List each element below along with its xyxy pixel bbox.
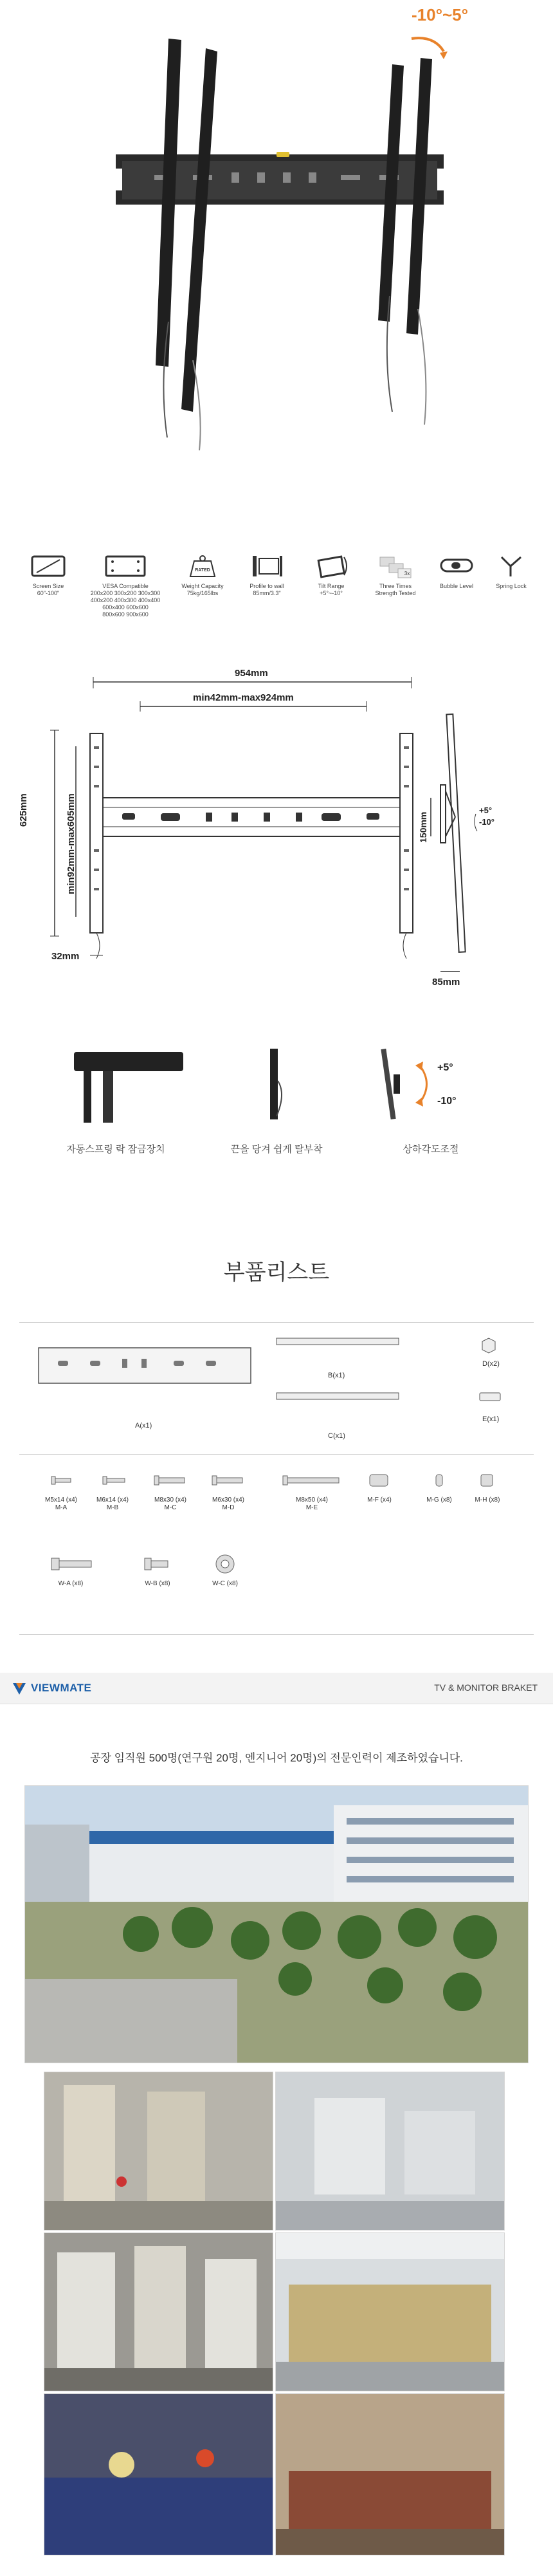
parts-illustration: [19, 1332, 534, 1448]
feature-spring-lock: [485, 553, 537, 590]
height-range-label: min92mm-max605mm: [66, 793, 77, 894]
parts-main: [19, 1332, 534, 1448]
parts-title: 부품리스트: [223, 1260, 330, 1285]
vesa-icon: [103, 553, 148, 579]
parts-divider-mid: [19, 1454, 534, 1455]
viewmate-logo-icon: [12, 1680, 27, 1696]
feature-strength: [367, 553, 424, 597]
tilt-closeup-icon: [360, 1042, 502, 1126]
bottom-offset-label: 32mm: [51, 951, 80, 962]
depth-label: 85mm: [432, 977, 460, 988]
factory-exterior-illustration: [25, 1786, 528, 2063]
feature-vesa: [87, 553, 164, 618]
tv-mount-illustration: [0, 0, 553, 463]
feature-label: Spring Lock: [496, 583, 527, 589]
feature-label: Tilt Range +5°~-10°: [318, 583, 345, 596]
part-c-label: C(x1): [328, 1432, 345, 1440]
width-label: 954mm: [235, 668, 268, 679]
feature-profile: [238, 553, 296, 597]
tilt-icon: [312, 553, 350, 579]
factory-interior-photo-6: [275, 2393, 505, 2555]
mount-range-label: min42mm-max924mm: [193, 692, 294, 703]
detail-caption: 끈을 당겨 쉽게 탈부착: [230, 1144, 323, 1155]
brand-bar: [0, 1673, 553, 1704]
washers-illustration: [19, 1550, 534, 1576]
tilt-range-label: -10°~5°: [412, 5, 469, 24]
strength-icon: [376, 553, 415, 579]
part-e-label: E(x1): [482, 1415, 500, 1423]
factory-interior-photo-2: [275, 2072, 505, 2231]
detail-tilt: [360, 1042, 502, 1155]
feature-label: Bubble Level: [439, 583, 474, 589]
detail-tilt-down: -10°: [437, 1096, 457, 1107]
profile-icon: [248, 553, 286, 579]
feature-label: Three Times Strength Tested: [375, 583, 416, 596]
detail-caption: 상하각도조절: [403, 1144, 459, 1155]
tilt-up-label: +5°: [479, 805, 493, 815]
hero-section: [0, 0, 553, 463]
feature-icons-row: [19, 553, 534, 624]
screen-size-icon: [29, 553, 68, 579]
height-label: 625mm: [18, 793, 29, 827]
dimension-diagram: [0, 663, 553, 997]
feature-screen-size: [19, 553, 77, 597]
parts-divider-bottom: [19, 1634, 534, 1635]
detail-tilt-up: +5°: [437, 1062, 453, 1073]
vesa-offset-label: 150mm: [418, 811, 428, 843]
screws-row: [19, 1467, 534, 1531]
screws-illustration: [19, 1467, 534, 1493]
details-section: [0, 1036, 553, 1177]
screw-label: M5x14 (x4) M-A: [44, 1496, 77, 1511]
part-a-label: A(x1): [135, 1422, 152, 1430]
parts-divider-top: [19, 1322, 534, 1323]
washer-label: W-C (x8): [212, 1580, 238, 1587]
screw-label: M-H (x8): [475, 1496, 500, 1504]
washer-label: W-B (x8): [145, 1580, 170, 1587]
feature-tilt: [302, 553, 360, 597]
factory-interior-photo-4: [275, 2232, 505, 2391]
dimension-drawing: [0, 663, 553, 997]
weight-badge: RATED: [195, 568, 210, 573]
spring-lock-icon: [495, 553, 527, 579]
factory-exterior-photo: [24, 1785, 529, 2063]
part-b-label: B(x1): [328, 1372, 345, 1379]
brand-name: VIEWMATE: [31, 1682, 92, 1694]
factory-interior-photo-3: [44, 2232, 273, 2391]
detail-caption: 자동스프링 락 잠금장치: [66, 1144, 165, 1155]
brand-tagline: TV & MONITOR BRAKET: [434, 1682, 538, 1693]
spring-lock-closeup-icon: [45, 1042, 186, 1126]
factory-interior-photo-1: [44, 2072, 273, 2231]
feature-label: VESA Compatible 200x200 300x200 300x300 400x200 400x300 400x400 600x400 600x600 800x600 900x600: [90, 583, 161, 618]
screw-label: M-G (x8): [426, 1496, 452, 1504]
tilt-down-label: -10°: [479, 817, 494, 827]
weight-icon: [186, 553, 219, 579]
feature-label: Weight Capacity 75kg/165lbs: [181, 583, 224, 596]
screw-label: M8x30 (x4) M-C: [154, 1496, 186, 1511]
factory-headline: 공장 임직원 500명(연구원 20명, 엔지니어 20명)의 전문인력이 제조하였습니다.: [90, 1752, 463, 1764]
screw-label: M8x50 (x4) M-E: [295, 1496, 328, 1511]
feature-bubble-level: [431, 553, 482, 590]
washers-row: [19, 1550, 534, 1602]
brand-logo: [12, 1680, 91, 1696]
feature-label: Screen Size 60"-100": [32, 583, 64, 596]
detail-pull-string: [206, 1042, 347, 1155]
screw-label: M-F (x4): [367, 1496, 392, 1504]
detail-spring-lock: [45, 1042, 186, 1155]
pull-string-closeup-icon: [206, 1042, 347, 1126]
bubble-level-icon: [437, 553, 476, 579]
screw-label: M6x14 (x4) M-B: [96, 1496, 129, 1511]
washer-label: W-A (x8): [58, 1580, 84, 1587]
screw-label: M6x30 (x4) M-D: [212, 1496, 244, 1511]
strength-badge: 3x: [404, 571, 410, 576]
factory-interior-photo-5: [44, 2393, 273, 2555]
feature-label: Profile to wall 85mm/3.3": [249, 583, 284, 596]
part-d-label: D(x2): [482, 1360, 500, 1368]
feature-weight: [174, 553, 231, 597]
